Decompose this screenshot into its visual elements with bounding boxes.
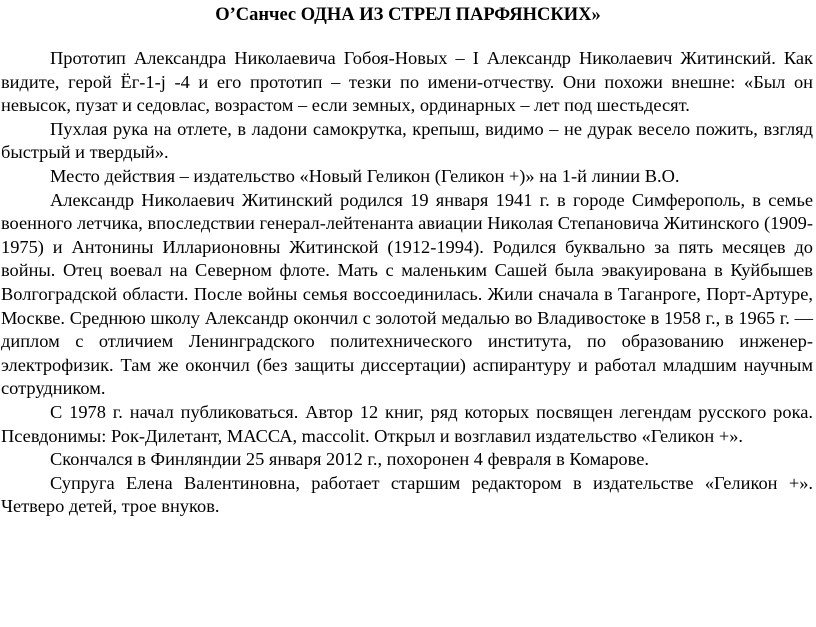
document-title: О’Санчес ОДНА ИЗ СТРЕЛ ПАРФЯНСКИХ» bbox=[215, 5, 601, 25]
document-body bbox=[1, 47, 813, 519]
paragraph-prototype: Прототип Александра Николаевича Гобоя-Новых – I Александр Николаевич Житинский. Как видите, герой Ёг-1-j -4 и его прототип – тезки по имени-отчеству. Они похожи внешне: «Был он невысок, пузат и седовлас, возрастом – если земных, ординарных – лет под шестьдесят. bbox=[1, 48, 813, 116]
paragraph-biography: Александр Николаевич Житинский родился 19 января 1941 г. в городе Симферополь, в семье военного летчика, впоследствии генерал-лейтенанта авиации Николая Степановича Житинского (1909-1975) и Антонины Илларионовны Житинской (1912-1994). Родился буквально за пять месяцев до войны. Отец воевал на Северном флоте. Мать с маленьким Сашей была эвакуирована в Куйбышев Волгоградской области. После войны семья воссоединилась. Жили сначала в Таганроге, Порт-Артуре, Москве. Среднюю школу Александр окончил с золотой медалью во Владивостоке в 1958 г., в 1965 г. —диплом с отличием Ленинградского политехнического института, по образованию инженер-электрофизик. Там же окончил (без защиты диссертации) аспирантуру и работал младшим научным сотрудником. bbox=[1, 189, 813, 399]
paragraph-setting: Место действия – издательство «Новый Геликон (Геликон +)» на 1-й линии В.О. bbox=[50, 165, 680, 186]
paragraph-appearance: Пухлая рука на отлете, в ладони самокрутка, крепыш, видимо – не дурак весело пожить, взгляд быстрый и твердый». bbox=[1, 118, 813, 163]
paragraph-death: Скончался в Финляндии 25 января 2012 г., похоронен 4 февраля в Комарове. bbox=[50, 449, 649, 470]
paragraph-family: Супруга Елена Валентиновна, работает старшим редактором в издательстве «Геликон +». Четверо детей, трое внуков. bbox=[1, 472, 813, 517]
paragraph-career: С 1978 г. начал публиковаться. Автор 12 книг, ряд которых посвящен легендам русского рока. Псевдонимы: Рок-Дилетант, МАССА, maccolit. Открыл и возглавил издательство «Геликон +». bbox=[1, 401, 813, 446]
